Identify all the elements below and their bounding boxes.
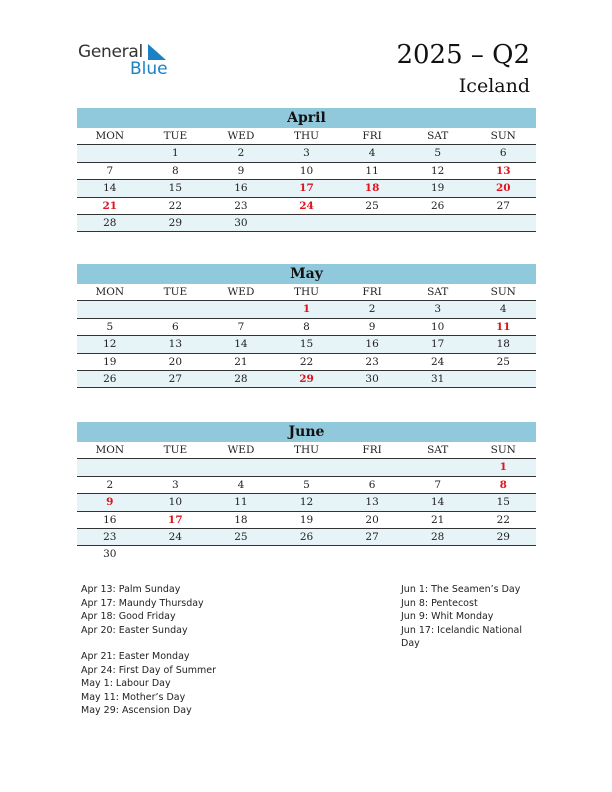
date-cell: 19 bbox=[299, 513, 314, 526]
date-cell bbox=[274, 215, 340, 231]
date-cell: 28 bbox=[234, 372, 248, 385]
date-cell: 12 bbox=[299, 496, 314, 509]
date-cell bbox=[339, 215, 405, 231]
date-cell: 18 bbox=[496, 338, 510, 351]
holiday-entry: May 1: Labour Day bbox=[81, 678, 171, 689]
week-row bbox=[77, 198, 536, 215]
holiday-date-cell: 29 bbox=[299, 372, 314, 385]
date-cell bbox=[470, 371, 536, 387]
weekday-label: WED bbox=[227, 286, 255, 298]
date-cell bbox=[77, 301, 143, 317]
date-cell: 3 bbox=[172, 478, 179, 491]
weekday-header-row bbox=[77, 442, 536, 459]
holiday-entry: Jun 8: Pentecost bbox=[401, 597, 478, 609]
weekday-label: TUE bbox=[163, 444, 188, 456]
date-cell: 16 bbox=[103, 513, 117, 526]
date-cell: 1 bbox=[172, 147, 179, 160]
date-cell bbox=[208, 301, 274, 317]
date-cell: 25 bbox=[234, 530, 248, 543]
weekday-label: THU bbox=[294, 130, 320, 142]
holiday-date-cell: 24 bbox=[299, 199, 314, 212]
general-blue-logo bbox=[78, 42, 178, 78]
date-cell: 14 bbox=[103, 182, 117, 195]
date-cell bbox=[405, 546, 471, 563]
date-cell: 19 bbox=[430, 182, 445, 195]
holiday-entry: Apr 17: Maundy Thursday bbox=[81, 597, 204, 609]
holiday-date-cell: 1 bbox=[499, 461, 507, 474]
date-cell: 6 bbox=[499, 147, 507, 160]
date-cell: 10 bbox=[168, 496, 183, 509]
week-row bbox=[77, 494, 536, 511]
weekday-label: THU bbox=[294, 444, 320, 456]
date-cell: 22 bbox=[496, 513, 510, 526]
date-cell: 21 bbox=[234, 355, 248, 368]
country-name: Iceland bbox=[458, 75, 530, 97]
date-cell: 7 bbox=[434, 478, 442, 491]
date-cell: 24 bbox=[430, 355, 445, 368]
weekday-label: FRI bbox=[362, 444, 382, 456]
date-cell: 31 bbox=[430, 372, 445, 385]
date-cell bbox=[77, 459, 143, 475]
holiday-entry: Apr 24: First Day of Summer bbox=[81, 664, 217, 676]
date-cell: 23 bbox=[365, 355, 379, 368]
holiday-entry: Jun 9: Whit Monday bbox=[401, 611, 494, 622]
date-cell: 22 bbox=[299, 355, 314, 368]
week-row bbox=[77, 354, 536, 371]
date-cell: 13 bbox=[365, 496, 379, 509]
week-row bbox=[77, 477, 536, 494]
date-cell: 27 bbox=[168, 372, 183, 385]
holiday-entry: Jun 17: Icelandic National bbox=[401, 624, 523, 636]
list-spacer bbox=[81, 637, 321, 650]
holiday-date-cell: 1 bbox=[302, 303, 311, 316]
week-row bbox=[77, 371, 536, 388]
week-row bbox=[77, 215, 536, 232]
week-row bbox=[77, 512, 536, 529]
holiday-date-cell: 17 bbox=[299, 182, 314, 195]
week-row bbox=[77, 319, 536, 336]
date-cell bbox=[470, 546, 536, 563]
date-cell: 12 bbox=[430, 164, 445, 177]
date-cell: 2 bbox=[106, 478, 114, 491]
date-cell: 5 bbox=[434, 147, 442, 160]
week-row bbox=[77, 180, 536, 197]
date-cell bbox=[339, 546, 405, 563]
month-calendar-april bbox=[77, 108, 536, 232]
weekday-label: TUE bbox=[163, 286, 188, 298]
date-cell: 28 bbox=[430, 530, 445, 543]
weekday-label: FRI bbox=[362, 286, 382, 298]
date-cell: 8 bbox=[172, 164, 179, 177]
date-cell: 4 bbox=[237, 478, 245, 491]
date-cell: 26 bbox=[430, 199, 445, 212]
holiday-entry: Apr 18: Good Friday bbox=[81, 611, 176, 622]
date-cell bbox=[405, 459, 471, 475]
date-cell: 5 bbox=[106, 320, 114, 333]
holiday-date-cell: 13 bbox=[495, 164, 511, 177]
date-cell: 7 bbox=[106, 164, 114, 177]
date-cell bbox=[274, 459, 340, 475]
weekday-label: SAT bbox=[427, 444, 449, 456]
date-cell: 30 bbox=[103, 548, 117, 561]
date-cell: 3 bbox=[303, 147, 310, 160]
holiday-date-cell: 18 bbox=[364, 182, 380, 195]
date-cell: 27 bbox=[496, 199, 510, 212]
weekday-label: MON bbox=[95, 130, 125, 142]
week-row bbox=[77, 459, 536, 476]
date-cell: 9 bbox=[368, 320, 376, 333]
weekday-label: MON bbox=[95, 444, 125, 456]
month-calendar-june bbox=[77, 422, 536, 564]
holiday-date-cell: 8 bbox=[499, 478, 507, 491]
date-cell: 30 bbox=[365, 372, 379, 385]
date-cell: 29 bbox=[496, 530, 510, 543]
date-cell: 12 bbox=[103, 338, 117, 351]
date-cell: 13 bbox=[168, 338, 183, 351]
date-cell bbox=[208, 546, 274, 563]
weekday-label: MON bbox=[95, 286, 125, 298]
date-cell: 11 bbox=[365, 164, 379, 177]
month-header: April bbox=[77, 108, 536, 128]
month-header: May bbox=[77, 264, 536, 284]
date-cell: 15 bbox=[496, 496, 510, 509]
weekday-label: SUN bbox=[490, 286, 516, 298]
weekday-label: THU bbox=[294, 286, 320, 298]
date-cell: 29 bbox=[168, 216, 183, 229]
date-cell bbox=[143, 459, 209, 475]
date-cell bbox=[143, 301, 209, 317]
date-cell: 18 bbox=[234, 513, 248, 526]
holiday-entry: Apr 20: Easter Sunday bbox=[81, 624, 188, 636]
date-cell: 6 bbox=[368, 478, 376, 491]
logo-triangle-icon bbox=[146, 44, 168, 60]
month-header: June bbox=[77, 422, 536, 442]
date-cell: 25 bbox=[365, 199, 379, 212]
weekday-label: SAT bbox=[427, 286, 449, 298]
logo-blue-text: Blue bbox=[130, 59, 168, 79]
logo-general-text: General bbox=[78, 42, 143, 62]
holiday-entry: Jun 1: The Seamen’s Day bbox=[401, 584, 521, 595]
date-cell: 15 bbox=[299, 338, 314, 351]
date-cell bbox=[274, 546, 340, 563]
date-cell: 17 bbox=[430, 338, 445, 351]
date-cell: 20 bbox=[365, 513, 379, 526]
holiday-date-cell: 9 bbox=[106, 496, 114, 509]
date-cell: 26 bbox=[299, 530, 314, 543]
holiday-list-left bbox=[81, 583, 321, 718]
date-cell: 2 bbox=[237, 147, 245, 160]
weekday-label: SAT bbox=[427, 130, 449, 142]
date-cell: 14 bbox=[430, 496, 445, 509]
date-cell: 26 bbox=[103, 372, 117, 385]
date-cell: 23 bbox=[234, 199, 248, 212]
date-cell: 5 bbox=[303, 478, 310, 491]
date-cell bbox=[339, 459, 405, 475]
week-row bbox=[77, 163, 536, 180]
holiday-entry: Apr 21: Easter Monday bbox=[81, 651, 190, 662]
date-cell: 10 bbox=[430, 320, 445, 333]
week-row bbox=[77, 301, 536, 318]
date-cell: 14 bbox=[234, 338, 248, 351]
date-cell bbox=[77, 145, 143, 161]
holiday-entry: May 29: Ascension Day bbox=[81, 705, 192, 716]
date-cell: 24 bbox=[168, 530, 183, 543]
holiday-date-cell: 20 bbox=[495, 182, 511, 195]
holiday-entry: Apr 13: Palm Sunday bbox=[81, 584, 181, 595]
weekday-label: TUE bbox=[163, 130, 188, 142]
week-row bbox=[77, 529, 536, 546]
date-cell: 4 bbox=[368, 147, 376, 160]
holiday-date-cell: 17 bbox=[168, 513, 183, 526]
page-title: 2025 – Q2 bbox=[396, 40, 530, 70]
date-cell: 11 bbox=[234, 496, 248, 509]
date-cell: 6 bbox=[172, 320, 179, 333]
weekday-label: FRI bbox=[362, 130, 382, 142]
weekday-label: SUN bbox=[490, 444, 516, 456]
date-cell bbox=[208, 459, 274, 475]
date-cell: 3 bbox=[434, 303, 442, 316]
date-cell: 16 bbox=[365, 338, 379, 351]
date-cell: 15 bbox=[168, 182, 183, 195]
date-cell: 23 bbox=[103, 530, 117, 543]
date-cell bbox=[405, 215, 471, 231]
week-row bbox=[77, 145, 536, 162]
date-cell: 10 bbox=[299, 164, 314, 177]
date-cell: 16 bbox=[234, 182, 248, 195]
weekday-label: WED bbox=[227, 444, 255, 456]
date-cell: 9 bbox=[237, 164, 245, 177]
date-cell: 25 bbox=[496, 355, 510, 368]
date-cell: 4 bbox=[499, 303, 507, 316]
holiday-entry: May 11: Mother’s Day bbox=[81, 691, 186, 703]
weekday-header-row bbox=[77, 284, 536, 301]
date-cell: 22 bbox=[168, 199, 183, 212]
holiday-date-cell: 11 bbox=[495, 320, 511, 333]
weekday-label: SUN bbox=[490, 130, 516, 142]
week-row bbox=[77, 546, 536, 563]
date-cell: 30 bbox=[234, 216, 248, 229]
date-cell: 27 bbox=[365, 530, 379, 543]
date-cell bbox=[470, 215, 536, 231]
week-row bbox=[77, 336, 536, 353]
month-calendar-may bbox=[77, 264, 536, 388]
date-cell: 2 bbox=[368, 303, 376, 316]
holiday-date-cell: 21 bbox=[102, 199, 118, 212]
holiday-entry: Day bbox=[401, 638, 420, 649]
date-cell: 7 bbox=[237, 320, 245, 333]
date-cell: 19 bbox=[103, 355, 117, 368]
date-cell: 21 bbox=[430, 513, 445, 526]
date-cell: 20 bbox=[168, 355, 183, 368]
date-cell bbox=[143, 546, 209, 563]
weekday-header-row bbox=[77, 128, 536, 145]
weekday-label: WED bbox=[227, 130, 255, 142]
date-cell: 28 bbox=[103, 216, 117, 229]
date-cell: 8 bbox=[303, 320, 310, 333]
holiday-list-right bbox=[401, 583, 541, 651]
